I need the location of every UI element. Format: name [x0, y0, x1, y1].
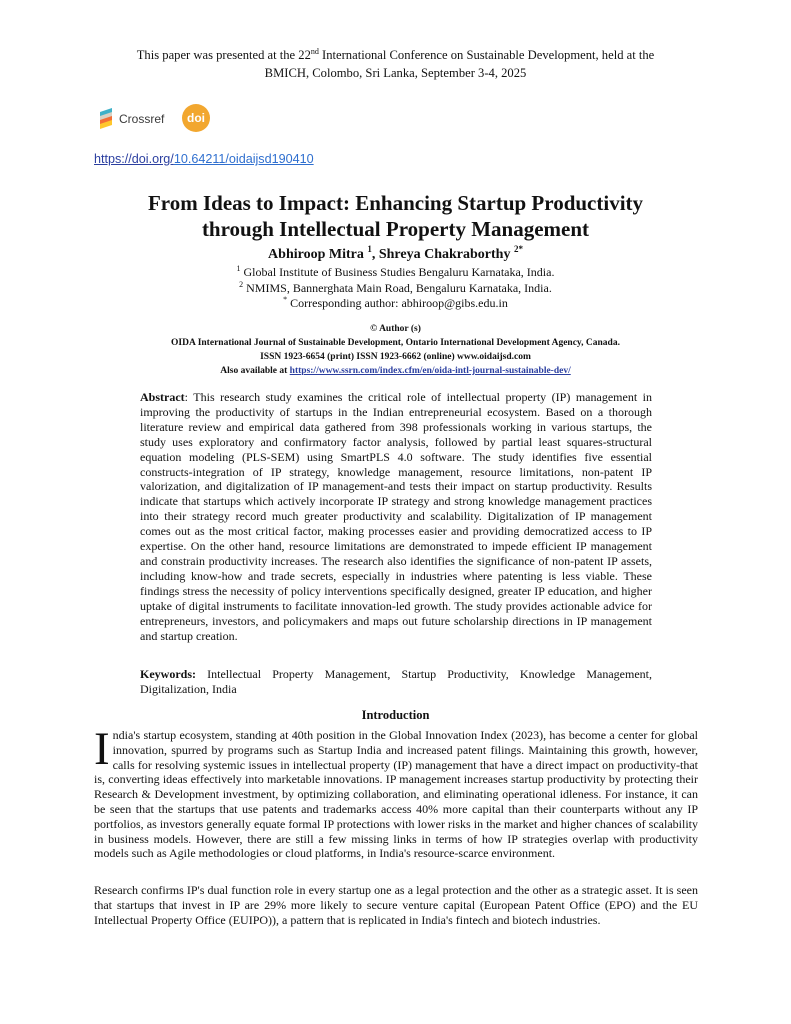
affiliation-2-text: NMIMS, Bannerghata Main Road, Bengaluru Karnataka, India. — [243, 280, 552, 295]
ordinal-superscript: nd — [310, 47, 319, 56]
conference-note-line2: BMICH, Colombo, Sri Lanka, September 3-4, 2025 — [264, 66, 527, 80]
availability-label: Also available at — [220, 366, 290, 376]
abstract-label: Abstract — [140, 390, 185, 404]
keywords-label: Keywords: — [140, 667, 196, 681]
author-2-sup: 2* — [513, 244, 523, 254]
doi-link[interactable] — [94, 152, 314, 166]
keywords-text: Intellectual Property Management, Startup Productivity, Knowledge Management, Digitalization, India — [140, 667, 652, 696]
affiliation-1 — [80, 265, 711, 281]
drop-cap: I — [94, 723, 110, 775]
crossref-logo — [100, 110, 164, 128]
introduction-paragraph-2: Research confirms IP's dual function role in every startup one as a legal protection and the other as a strategic asset. It is seen that startups that invest in IP are 29% more likely to secure venture capital (European Patent Office (EPO) and the EU Intellectual Property Office (EUIPO)), a pattern that is replicated in India's fintech and biotech industries. — [94, 883, 698, 927]
affiliation-2 — [80, 281, 711, 297]
ssrn-link[interactable]: https://www.ssrn.com/index.cfm/en/oida-intl-journal-sustainable-dev/ — [289, 366, 571, 376]
affiliation-1-text: Global Institute of Business Studies Bengaluru Karnataka, India. — [240, 265, 555, 279]
corresponding-text: Corresponding author: abhiroop@gibs.edu.in — [287, 296, 508, 310]
author-1-sup: 1 — [367, 244, 372, 254]
author-2-name: Shreya Chakraborthy — [378, 247, 514, 262]
copyright-block — [80, 322, 711, 378]
introduction-paragraph-1 — [94, 723, 698, 861]
author-1-name: Abhiroop Mitra — [268, 247, 368, 262]
corresponding-author — [80, 296, 711, 312]
doi-link-prefix[interactable]: https://doi.org/ — [94, 152, 174, 166]
conference-note — [110, 46, 681, 82]
copyright-author: © Author (s) — [370, 324, 421, 334]
author-separator: , — [371, 247, 379, 262]
affiliation-2-sup: 2 — [239, 279, 244, 289]
title-line-1: From Ideas to Impact: Enhancing Startup Productivity — [147, 191, 644, 215]
abstract — [140, 390, 652, 643]
author-list — [80, 246, 711, 264]
conference-note-part1: This paper was presented at the 22 — [136, 48, 311, 62]
abstract-text: : This research study examines the critical role of intellectual property (IP) management in improving the productivity of startups in the Indian entrepreneurial ecosystem. Based on a thorough literature review and empirical data gathered from 398 professionals working in various startups, the study uses exploratory and confirmatory factor analysis, followed by partial least squares-structural equation modeling (PLS-SEM) using SmartPLS 4.0 software. The study identifies five essential constructs-integration of IP strategy, knowledge management, resource limitations, non-patent IP valorization, and digitalization of IP management-and tests their impact on startup productivity. Results indicate that startups which actively incorporate IP strategy and strong knowledge management practices into their strategy record much greater productivity and scalability. Digitalization of IP management comes out as the most critical factor, making processes easier and providing democratized access to IP expertise. On the other hand, resource limitations are demonstrated to impede efficient IP management and constrain productivity increases. The research also identifies the significance of non-patent IP assets, including know-how and trade secrets, especially in industries where patenting is less viable. These findings stress the necessity of policy interventions specifically designed, greater IP education, and higher uptake of digital instruments to facilitate innovation-led growth. The study provides actionable advice for entrepreneurs, investors, and policymakers and maps out future scholarship directions in IP management and startup creation. — [140, 390, 652, 643]
journal-name: OIDA International Journal of Sustainable Development, Ontario International Development Agency, Canada. — [171, 338, 620, 348]
doi-logo — [182, 104, 210, 132]
introduction-paragraph-1-text: ndia's startup ecosystem, standing at 40th position in the Global Innovation Index (2023), has become a center for global innovation, spurred by programs such as Startup India and increased patent filings. Maintaining this growth, however, calls for resolving systemic issues in intellectual property (IP) management that have a direct impact on productivity-that is, converting ideas effectively into marketable innovations. IP management increases startup productivity by protecting their Research & Development investment, by optimizing collaboration, and eliminating operational idleness. For instance, it can be seen that the startups that use patents and trademarks access 40% more capital than their counterparts without any IP portfolios, as investors generally equate formal IP protections with lower risks in the market and higher chances of scalability in business models. However, there are still a few missing links in terms of how IP strategies overlap with productivity models such as Agile methodologies or cloud platforms, in India's resource-scarce environment. — [94, 728, 698, 861]
paper-title — [80, 190, 711, 242]
affiliation-1-sup: 1 — [236, 264, 241, 273]
corresponding-sup: * — [283, 295, 288, 304]
issn-line: ISSN 1923-6654 (print) ISSN 1923-6662 (online) www.oidaijsd.com — [260, 352, 531, 362]
introduction-heading: Introduction — [361, 708, 430, 722]
doi-link-suffix[interactable]: 10.64211/oidaijsd190410 — [173, 152, 314, 166]
conference-note-part2: International Conference on Sustainable Development, held at the — [318, 48, 655, 62]
doi-badge-text: doi — [187, 111, 205, 125]
affiliations — [80, 265, 711, 312]
crossref-icon — [100, 110, 116, 128]
keywords — [140, 667, 652, 697]
logo-row — [100, 104, 240, 134]
availability-line — [80, 364, 711, 378]
title-line-2: through Intellectual Property Management — [201, 217, 590, 241]
crossref-wordmark: Crossref — [119, 112, 165, 126]
